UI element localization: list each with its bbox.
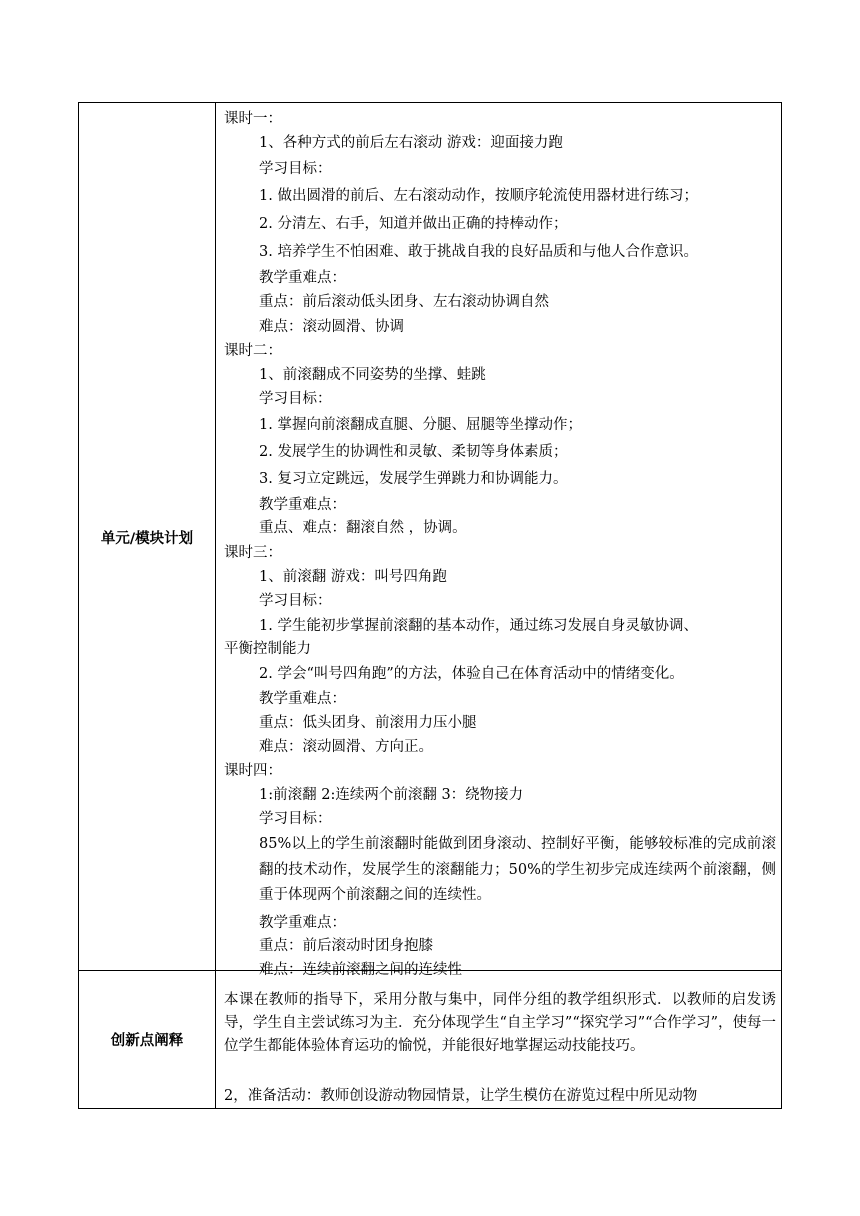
lesson-2-goal-1: 1. 掌握向前滚翻成直腿、分腿、屈腿等坐撑动作； [259, 417, 582, 433]
lesson-2-title: 课时二： [224, 343, 282, 359]
lesson-4-key-label: 教学重难点： [259, 915, 346, 931]
innovation-paragraph-1: 本课在教师的指导下，采用分散与集中，同伴分组的教学组织形式．以教师的启发诱导，学生自主尝试练习为主．充分体现学生“自主学习”“探究学习”“合作学习”，使每一位学生都能体验体育运功的愉悦，并能很好地掌握运动技能技巧。 [224, 992, 776, 1054]
lesson-1-title: 课时一： [224, 111, 282, 127]
lesson-4-difficulty: 难点：连续前滚翻之间的连续性 [259, 962, 462, 978]
lesson-1-goals-label: 学习目标： [259, 161, 332, 177]
lesson-1-key-label: 教学重难点： [259, 270, 346, 286]
lesson-3-title: 课时三： [224, 545, 282, 561]
column-divider [215, 103, 216, 1108]
lesson-3-goals-label: 学习目标： [259, 593, 332, 609]
lesson-2-goals-label: 学习目标： [259, 391, 332, 407]
innovation-paragraph-2: 2，准备活动：教师创设游动物园情景，让学生模仿在游览过程中所见动物 [224, 1088, 698, 1104]
lesson-2-topic: 1、前滚翻成不同姿势的坐撑、蛙跳 [259, 367, 486, 383]
lesson-3-goal-1-line-2: 平衡控制能力 [224, 641, 311, 657]
lesson-3-key-point: 重点：低头团身、前滚用力压小腿 [259, 715, 477, 731]
lesson-2-goal-3: 3. 复习立定跳远，发展学生弹跳力和协调能力。 [259, 471, 568, 487]
lesson-2-goal-2: 2. 发展学生的协调性和灵敏、柔韧等身体素质； [259, 444, 568, 460]
innovation-label: 创新点阐释 [110, 1033, 184, 1049]
lesson-4-title: 课时四： [224, 763, 282, 779]
lesson-2-key-label: 教学重难点： [259, 497, 346, 513]
lesson-1-difficulty: 难点：滚动圆滑、协调 [259, 319, 404, 335]
lesson-1-goal-3: 3. 培养学生不怕困难、敢于挑战自我的良好品质和与他人合作意识。 [259, 244, 698, 260]
lesson-4-goals-label: 学习目标： [259, 811, 332, 827]
lesson-3-goal-2: 2. 学会“叫号四角跑”的方法，体验自己在体育活动中的情绪变化。 [259, 666, 684, 682]
lesson-1-goal-1: 1. 做出圆滑的前后、左右滚动动作，按顺序轮流使用器材进行练习； [259, 188, 698, 204]
unit-plan-content [224, 107, 776, 978]
lesson-plan-table [78, 102, 782, 1109]
lesson-4-key-point: 重点：前后滚动时团身抱膝 [259, 938, 433, 954]
lesson-1-key-point: 重点：前后滚动低头团身、左右滚动协调自然 [259, 294, 549, 310]
lesson-4-goal-paragraph: 85%以上的学生前滚翻时能做到团身滚动、控制好平衡，能够较标准的完成前滚翻的技术动作，发展学生的滚翻能力；50%的学生初步完成连续两个前滚翻，侧重于体现两个前滚翻之间的连续性。 [259, 836, 776, 903]
lesson-1-topic: 1、各种方式的前后左右滚动 游戏：迎面接力跑 [259, 135, 563, 151]
lesson-1-goal-2: 2. 分清左、右手，知道并做出正确的持棒动作； [259, 216, 568, 232]
lesson-2-key-point: 重点、难点：翻滚自然 ，协调。 [259, 520, 467, 536]
lesson-3-goal-1-line-1: 1. 学生能初步掌握前滚翻的基本动作，通过练习发展自身灵敏协调、 [259, 618, 698, 634]
lesson-4-topic: 1:前滚翻 2:连续两个前滚翻 3：绕物接力 [259, 787, 524, 803]
lesson-3-key-label: 教学重难点： [259, 691, 346, 707]
unit-plan-label: 单元/模块计划 [100, 531, 194, 547]
lesson-3-topic: 1、前滚翻 游戏：叫号四角跑 [259, 569, 447, 585]
lesson-3-difficulty: 难点：滚动圆滑、方向正。 [259, 739, 433, 755]
